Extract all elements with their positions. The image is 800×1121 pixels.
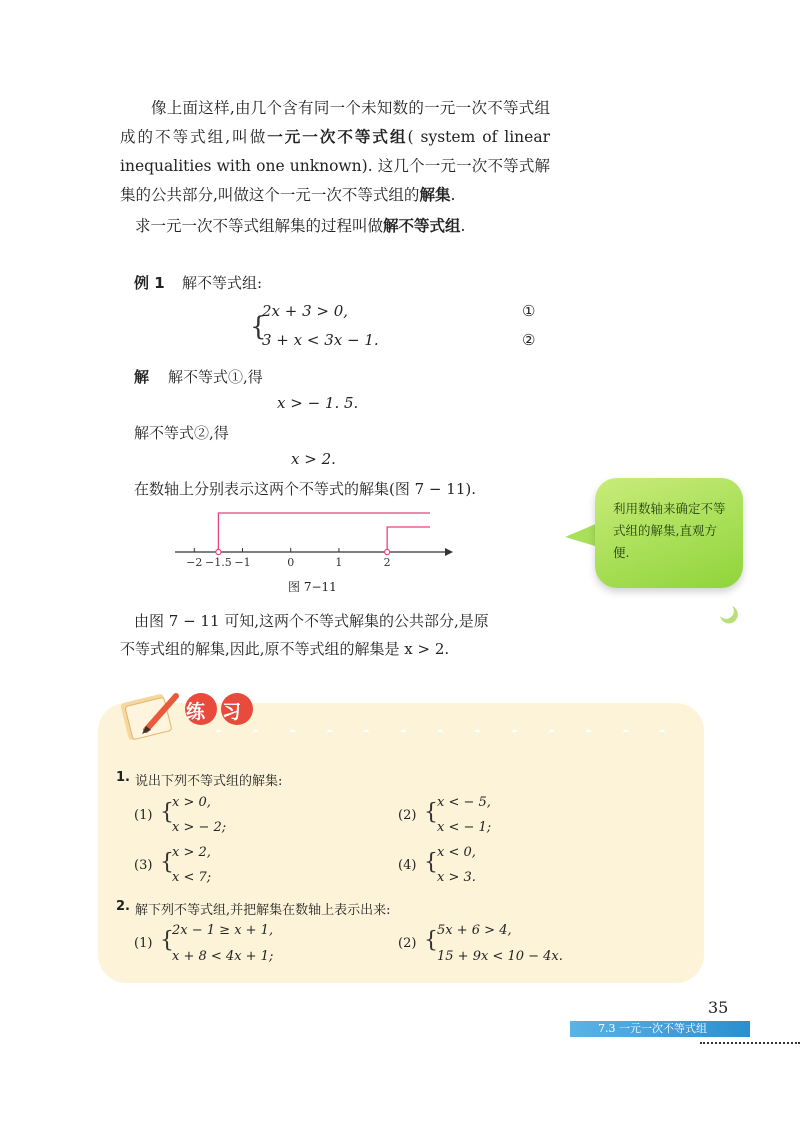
term-solution-set: 解集 [419, 186, 451, 204]
tip-bubble [595, 478, 743, 588]
example-inequality-2: 3 + x < 3x − 1. [262, 331, 379, 349]
solution-label: 解 [134, 368, 150, 386]
tick-label: −1 [234, 556, 251, 569]
example-label: 例 1 [134, 274, 165, 292]
text-fragment: ( system of linear inequalities with one unknown). 这几个一元一次不等式解集的公共部分,叫做这个一元一次不等式组的 [120, 128, 550, 204]
section-bar [570, 1021, 750, 1037]
solution-result-1: x > − 1. 5. [277, 394, 359, 412]
q2-text: 解下列不等式组,并把解集在数轴上表示出来: [135, 903, 391, 918]
marker-circled-2: ② [522, 331, 536, 349]
example-brace: { [250, 312, 267, 342]
solution-ray [218, 513, 430, 552]
q2-label: 2. [116, 899, 130, 914]
tick-label: 1 [335, 556, 343, 569]
solution-step-2: 解不等式②,得 [134, 424, 229, 442]
solution-step-1: 解不等式①,得 [168, 368, 263, 386]
moon-decoration-icon [708, 592, 744, 626]
open-endpoint [385, 549, 390, 554]
axis-arrow-icon [445, 548, 453, 556]
tick-label: 0 [287, 556, 295, 569]
notepad-pencil-icon [120, 688, 190, 744]
solution-result-2: x > 2. [291, 450, 336, 468]
tick-label: −1.5 [205, 556, 232, 569]
q1-text: 说出下列不等式组的解集: [135, 774, 283, 789]
example-inequality-1: 2x + 3 > 0, [262, 302, 349, 320]
term-linear-inequality-system: 一元一次不等式组 [267, 128, 408, 146]
tip-text: 利用数轴来确定不等式组的解集,直观方便. [613, 501, 726, 560]
tick-label: −2 [186, 556, 203, 569]
example-prompt: 解不等式组: [182, 274, 263, 292]
dots-decoration [200, 728, 690, 732]
text-fragment: 像上面这样,由几个含有同一个未知数的一元一次不等式组成的不等式组,叫做 [120, 99, 550, 146]
conclusion-line-1: 由图 7 − 11 可知,这两个不等式解集的公共部分,是原 [134, 612, 489, 630]
section-title: 7.3 一元一次不等式组 [598, 1022, 707, 1035]
definition-paragraph: 像上面这样,由几个含有同一个未知数的一元一次不等式组成的不等式组,叫做一元一次不等式组( system of linear inequalities with one unknown). 这几个一元一次不等式解集的公共部分,叫做这个一元一次不等式组的解集. [120, 99, 550, 204]
open-endpoint [216, 549, 221, 554]
number-line-figure [170, 505, 460, 575]
solution-ray [387, 527, 430, 552]
figure-caption: 图 7−11 [288, 580, 337, 594]
footer-dotted-line [700, 1042, 800, 1044]
exercise-title: 练习 [186, 701, 259, 723]
term-solve-system: 解不等式组 [383, 217, 461, 235]
marker-circled-1: ① [522, 302, 536, 320]
solving-definition-paragraph: 求一元一次不等式组解集的过程叫做解不等式组. [135, 217, 466, 235]
tick-label: 2 [383, 556, 391, 569]
page-number: 35 [708, 998, 729, 1017]
solution-step-3: 在数轴上分别表示这两个不等式的解集(图 7 − 11). [134, 480, 476, 498]
conclusion-line-2: 不等式组的解集,因此,原不等式组的解集是 x > 2. [120, 640, 450, 658]
q1-label: 1. [116, 770, 130, 785]
